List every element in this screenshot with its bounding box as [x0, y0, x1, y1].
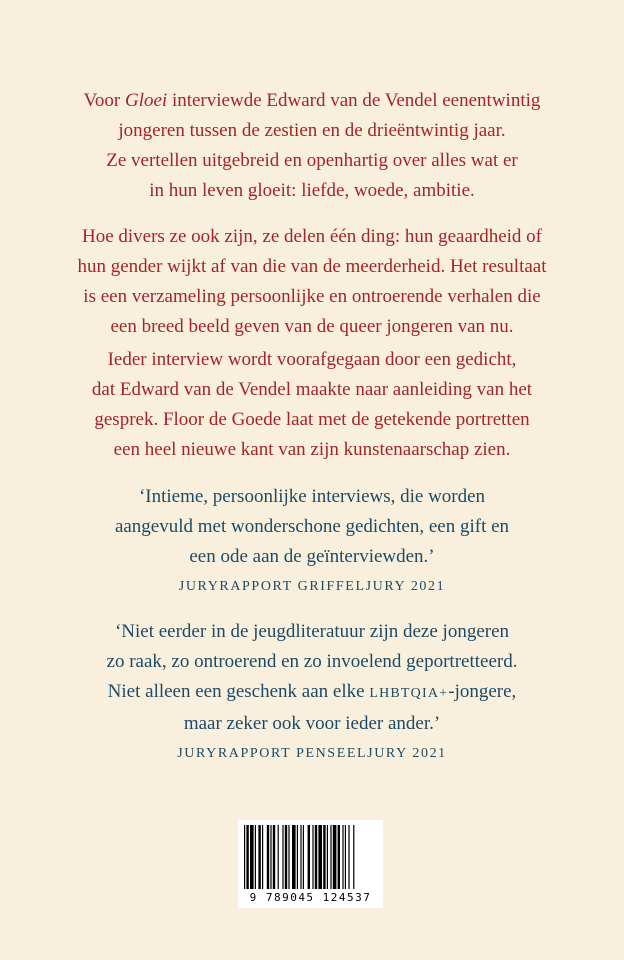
quote-line: ‘Intieme, persoonlijke interviews, die worden — [138, 486, 486, 507]
barcode-bar — [338, 825, 340, 889]
barcode-bar — [315, 825, 317, 889]
quote-line: ‘Niet eerder in de jeugdliteratuur zijn deze jongeren — [114, 621, 510, 642]
barcode-bar — [323, 825, 325, 889]
barcode-bar — [278, 825, 279, 889]
text-line: dat Edward van de Vendel maakte naar aanleiding van het — [91, 379, 533, 400]
barcode-bar — [244, 825, 245, 889]
barcode-bar — [262, 825, 263, 889]
barcode-bar — [255, 825, 256, 889]
description-paragraph-1 — [0, 86, 624, 206]
barcode-bar — [318, 825, 322, 889]
text-line: Voor Gloei interviewde Edward van de Vendel eenentwintig — [83, 90, 541, 111]
barcode-bar — [342, 825, 343, 889]
barcode-bar — [246, 825, 248, 889]
text-line: Hoe divers ze ook zijn, ze delen één ding: hun geaardheid of — [81, 226, 543, 247]
text-line: gesprek. Floor de Goede laat met de getekende portretten — [94, 409, 530, 430]
acronym: LHBTQIA+ — [369, 686, 449, 701]
quote-line: zo raak, zo ontroerend en zo invoelend geportretteerd. — [106, 651, 518, 672]
quote-attribution: JURYRAPPORT PENSEELJURY 2021 — [177, 746, 447, 761]
quote-line: aangevuld met wonderschone gedichten, een gift en — [114, 516, 510, 537]
barcode-bar — [333, 825, 337, 889]
review-quote-penseeljury — [0, 617, 624, 769]
barcode-bar — [330, 825, 331, 889]
barcode-bar — [282, 825, 283, 889]
barcode-bar — [270, 825, 271, 889]
isbn-barcode — [238, 820, 383, 908]
barcode-bar — [327, 825, 328, 889]
isbn-number: 9 789045 124537 — [249, 891, 372, 904]
barcode-bar — [297, 825, 298, 889]
book-title: Gloei — [124, 90, 168, 111]
quote-line: maar zeker ook voor ieder ander.’ — [183, 713, 441, 734]
text-line: in hun leven gloeit: liefde, woede, ambitie. — [149, 180, 475, 201]
barcode-bar — [303, 825, 304, 889]
barcode-bars — [244, 825, 377, 889]
text-line: jongeren tussen de zestien en de drieëntwintig jaar. — [118, 120, 506, 141]
barcode-bar — [353, 825, 354, 889]
description-paragraph-2 — [0, 222, 624, 342]
text-line: een heel nieuwe kant van zijn kunstenaarschap zien. — [113, 439, 511, 460]
barcode-bar — [267, 825, 269, 889]
text-line: een breed beeld geven van de queer jongeren van nu. — [110, 316, 514, 337]
barcode-bar — [288, 825, 289, 889]
barcode-bar — [258, 825, 260, 889]
barcode-bar — [308, 825, 310, 889]
barcode-bar — [300, 825, 301, 889]
text-line: Ze vertellen uitgebreid en openhartig over alles wat er — [106, 150, 518, 171]
quote-line: Niet alleen een geschenk aan elke LHBTQIA+-jongere, — [107, 681, 517, 702]
barcode-bar — [273, 825, 275, 889]
text-line: Ieder interview wordt voorafgegaan door een gedicht, — [107, 349, 517, 370]
quote-line: een ode aan de geïnterviewden.’ — [189, 546, 435, 567]
text-line: hun gender wijkt af van die van de meerderheid. Het resultaat — [77, 256, 547, 277]
barcode-bar — [292, 825, 296, 889]
quote-attribution: JURYRAPPORT GRIFFELJURY 2021 — [178, 579, 446, 594]
barcode-bar — [348, 825, 349, 889]
barcode-bar — [250, 825, 254, 889]
description-paragraph-3 — [0, 345, 624, 465]
barcode-bar — [345, 825, 346, 889]
barcode-bar — [312, 825, 313, 889]
text-line: is een verzameling persoonlijke en ontroerende verhalen die — [83, 286, 541, 307]
review-quote-griffeljury — [0, 482, 624, 602]
barcode-bar — [285, 825, 287, 889]
